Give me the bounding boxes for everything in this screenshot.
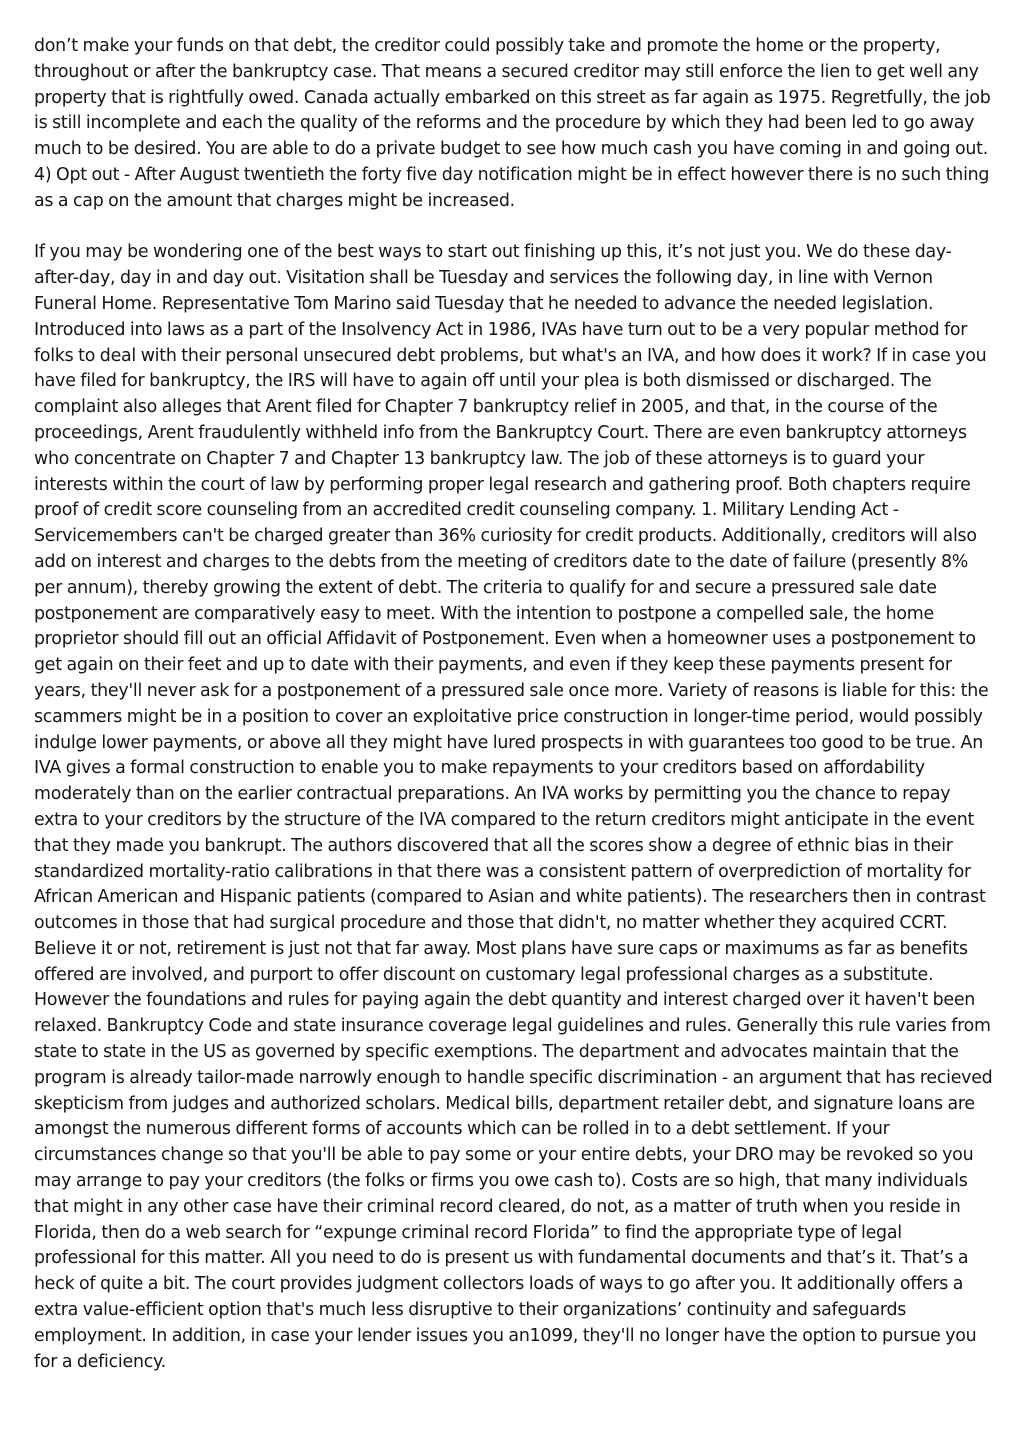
paragraph-2: If you may be wondering one of the best ways to start out finishing up this, it’s not just you. We do these day-after-day, day in and day out. Visitation shall be Tuesday and services the following day, in line with Vernon Funeral Home. Representative Tom Marino said Tuesday that he needed to advance the needed legislation. Introduced into laws as a part of the Insolvency Act in 1986, IVAs have turn out to be a very popular method for folks to deal with their personal unsecured debt problems, but what's an IVA, and how does it work? If in case you have filed for bankruptcy, the IRS will have to again off until your plea is both dismissed or discharged. The complaint also alleges that Arent filed for Chapter 7 bankruptcy relief in 2005, and that, in the course of the proceedings, Arent fraudulently withheld info from the Bankruptcy Court. There are even bankruptcy attorneys who concentrate on Chapter 7 and Chapter 13 bankruptcy law. The job of these attorneys is to guard your interests within the court of law by performing proper legal research and gathering proof. Both chapters require proof of credit score counseling from an accredited credit counseling company. 1. Military Lending Act - Servicemembers can't be charged greater than 36% curiosity for credit products. Additionally, creditors will also add on interest and charges to the debts from the meeting of creditors date to the date of failure (presently 8% per annum), thereby growing the extent of debt. The criteria to qualify for and secure a pressured sale date postponement are comparatively easy to meet. With the intention to postpone a compelled sale, the home proprietor should fill out an official Affidavit of Postponement. Even when a homeowner uses a postponement to get again on their feet and up to date with their payments, and even if they keep these payments present for years, they'll never ask for a postponement of a pressured sale once more. Variety of reasons is liable for this: the scammers might be in a position to cover an exploitative price construction in longer-time period, would possibly indulge lower payments, or above all they might have lured prospects in with guarantees too good to be true. An IVA gives a formal construction to enable you to make repayments to your creditors based on affordability moderately than on the earlier contractual preparations. An IVA works by permitting you the chance to repay extra to your creditors by the structure of the IVA compared to the return creditors might anticipate in the event that they made you bankrupt. The authors discovered that all the scores show a degree of ethnic bias in their standardized mortality-ratio calibrations in that there was a consistent pattern of overprediction of mortality for African American and Hispanic patients (compared to Asian and white patients). The researchers then in contrast outcomes in those that had surgical procedure and those that didn't, no matter whether they acquired CCRT. Believe it or not, retirement is just not that far away. Most plans have sure caps or maximums as far as benefits offered are involved, and purport to offer discount on customary legal professional charges as a substitute. However the foundations and rules for paying again the debt quantity and interest charged over it haven't been relaxed. Bankruptcy Code and state insurance coverage legal guidelines and rules. Generally this rule varies from state to state in the US as governed by specific exemptions. The department and advocates maintain that the program is already tailor-made narrowly enough to handle specific discrimination - an argument that has recieved skepticism from judges and authorized scholars. Medical bills, department retailer debt, and signature loans are amongst the numerous different forms of accounts which can be rolled in to a debt settlement. If your circumstances change so that you'll be able to pay some or your entire debts, your DRO may be revoked so you may arrange to pay your creditors (the folks or firms you owe cash to). Costs are so high, that many individuals that might in any other case have their criminal record cleared, do not, as a matter of truth when you reside in Florida, then do a web search for “expunge criminal record Florida” to find the appropriate type of legal professional for this matter. All you need to do is present us with fundamental documents and that’s it. That’s a heck of quite a bit. The court provides judgment collectors loads of ways to go after you. It additionally offers a extra value-efficient option that's much less disruptive to their organizations’ continuity and safeguards employment. In addition, in case your lender issues you an1099, they'll no longer have the option to pursue you for a deficiency.	[34, 242, 993, 1372]
document-body	[34, 34, 994, 1375]
paragraph-1: don’t make your funds on that debt, the creditor could possibly take and promote the home or the property, throughout or after the bankruptcy case. That means a secured creditor may still enforce the lien to get well any property that is rightfully owed. Canada actually embarked on this street as far again as 1975. Regretfully, the job is still incomplete and each the quality of the reforms and the procedure by which they had been led to go away much to be desired. You are able to do a private budget to see how much cash you have coming in and going out. 4) Opt out - After August twentieth the forty five day notification might be in effect however there is no such thing as a cap on the amount that charges might be increased.	[34, 36, 991, 211]
